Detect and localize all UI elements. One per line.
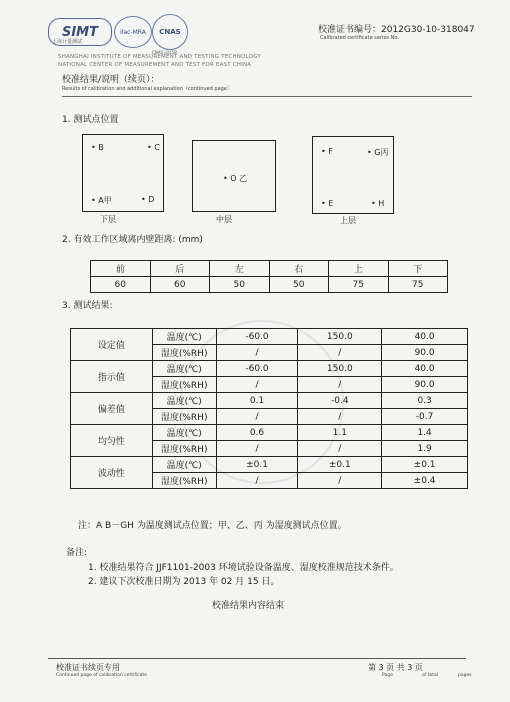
point-note: 注：A B－GH 为温度测试点位置；甲、乙、丙 为湿度测试点位置。: [78, 521, 347, 531]
value-cell: ±0.4: [382, 473, 468, 489]
value-cell: /: [298, 409, 382, 425]
group-cell: 设定值: [71, 329, 153, 361]
value-cell: 1.1: [298, 425, 382, 441]
remark-2: 2. 建议下次校准日期为 2013 年 02 月 15 日。: [88, 577, 280, 587]
upper-layer-box: [312, 136, 394, 214]
page-number-en-pages: pages: [458, 673, 472, 678]
results-table: [70, 328, 468, 489]
value-cell: /: [216, 377, 298, 393]
distance-value-cell: 75: [388, 277, 448, 293]
distance-header-row: [91, 261, 448, 277]
middle-layer-caption: 中层: [216, 215, 232, 224]
point-b: • B: [91, 143, 104, 152]
part2-heading: 2. 有效工作区域离内壁距离: (mm): [62, 235, 203, 245]
value-cell: -0.7: [382, 409, 468, 425]
simt-logo: SIMT: [48, 18, 112, 46]
distance-header-cell: 后: [150, 261, 210, 277]
value-cell: -0.4: [298, 393, 382, 409]
footer-rule: [48, 658, 466, 659]
value-cell: 0.6: [216, 425, 298, 441]
param-cell: 温度(℃): [152, 393, 216, 409]
group-cell: 波动性: [71, 457, 153, 489]
distance-value-cell: 60: [150, 277, 210, 293]
distance-value-cell: 50: [210, 277, 270, 293]
param-cell: 湿度(%RH): [152, 441, 216, 457]
page-number-en-page: Page: [382, 673, 393, 678]
param-cell: 温度(℃): [152, 329, 216, 345]
value-cell: 40.0: [382, 361, 468, 377]
value-cell: /: [216, 473, 298, 489]
ilac-seal: ilac-MRA: [114, 16, 152, 48]
param-cell: 温度(℃): [152, 425, 216, 441]
value-cell: 40.0: [382, 329, 468, 345]
value-cell: 150.0: [298, 329, 382, 345]
param-cell: 湿度(%RH): [152, 473, 216, 489]
group-cell: 均匀性: [71, 425, 153, 457]
point-f: • F: [321, 147, 333, 156]
table-row: [71, 361, 468, 377]
table-row: [71, 329, 468, 345]
value-cell: ±0.1: [382, 457, 468, 473]
remarks-title: 备注:: [66, 548, 88, 558]
distance-header-cell: 下: [388, 261, 448, 277]
param-cell: 湿度(%RH): [152, 409, 216, 425]
point-e: • E: [321, 199, 334, 208]
param-cell: 温度(℃): [152, 361, 216, 377]
page-number-en-of: of total: [422, 673, 439, 678]
institute-name-line2: NATIONAL CENTER OF MEASUREMENT AND TEST FOR EAST CHINA: [58, 62, 252, 68]
cnas-caption: CNAS L0158: [152, 50, 177, 55]
value-cell: /: [298, 377, 382, 393]
value-cell: 1.9: [382, 441, 468, 457]
value-cell: 150.0: [298, 361, 382, 377]
header-rule: [62, 96, 472, 97]
lower-layer-box: [82, 134, 164, 212]
simt-logo-cn: 上海计量测试: [52, 39, 83, 45]
distance-header-cell: 前: [91, 261, 151, 277]
point-a: • A甲: [91, 196, 112, 205]
section-title: 校准结果/说明（续页）：: [62, 75, 160, 85]
institute-name-line1: SHANGHAI INSTITUTE OF MEASUREMENT AND TESTING TECHNOLOGY: [58, 54, 261, 60]
value-cell: /: [298, 473, 382, 489]
value-cell: 1.4: [382, 425, 468, 441]
distance-header-cell: 左: [210, 261, 270, 277]
footer-left: 校准证书续页专用: [56, 663, 120, 672]
point-c: • C: [147, 143, 160, 152]
upper-layer-caption: 上层: [340, 216, 356, 225]
param-cell: 温度(℃): [152, 457, 216, 473]
distance-value-cell: 50: [269, 277, 329, 293]
value-cell: /: [298, 345, 382, 361]
value-cell: 90.0: [382, 377, 468, 393]
lower-layer-caption: 下层: [100, 215, 116, 224]
point-h: • H: [371, 199, 385, 208]
distance-value-row: [91, 277, 448, 293]
value-cell: /: [216, 345, 298, 361]
part3-heading: 3. 测试结果:: [62, 301, 113, 311]
point-g: • G丙: [367, 148, 389, 157]
point-d: • D: [141, 195, 155, 204]
value-cell: /: [216, 441, 298, 457]
end-of-results: 校准结果内容结束: [212, 601, 285, 611]
value-cell: -60.0: [216, 329, 298, 345]
table-row: [71, 425, 468, 441]
remark-1: 1. 校准结果符合 JJF1101-2003 环境试验设备温度、湿度校准规范技术条件。: [88, 563, 399, 573]
value-cell: 0.1: [216, 393, 298, 409]
group-cell: 指示值: [71, 361, 153, 393]
part1-heading: 1. 测试点位置: [62, 115, 119, 125]
footer-left-en: Continued page of calibration certificate: [56, 673, 147, 678]
value-cell: ±0.1: [216, 457, 298, 473]
param-cell: 湿度(%RH): [152, 377, 216, 393]
cnas-seal: CNAS: [152, 14, 188, 50]
distance-value-cell: 75: [329, 277, 389, 293]
distance-value-cell: 60: [91, 277, 151, 293]
value-cell: /: [216, 409, 298, 425]
distance-table: [90, 260, 448, 293]
page-number: 第 3 页 共 3 页: [368, 663, 423, 672]
table-row: [71, 457, 468, 473]
value-cell: 0.3: [382, 393, 468, 409]
point-o: • O 乙: [223, 174, 248, 183]
value-cell: ±0.1: [298, 457, 382, 473]
distance-header-cell: 右: [269, 261, 329, 277]
param-cell: 湿度(%RH): [152, 345, 216, 361]
middle-layer-box: [192, 140, 276, 212]
value-cell: 90.0: [382, 345, 468, 361]
value-cell: -60.0: [216, 361, 298, 377]
certificate-number: 校准证书编号：2012G30-10-318047: [318, 25, 475, 35]
section-subtitle: Results of calibration and additional explanation（continued page）: [62, 86, 232, 92]
group-cell: 偏差值: [71, 393, 153, 425]
value-cell: /: [298, 441, 382, 457]
distance-header-cell: 上: [329, 261, 389, 277]
table-row: [71, 393, 468, 409]
certificate-number-en: Calibrated certificate series No.: [320, 35, 399, 41]
